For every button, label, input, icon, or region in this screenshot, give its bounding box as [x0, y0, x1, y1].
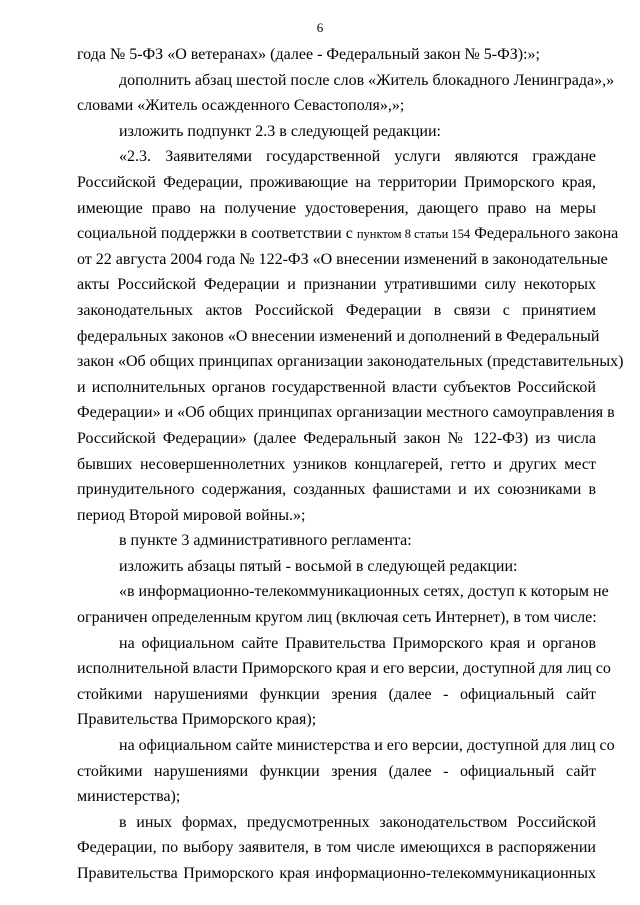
text-line: законодательных актов Российской Федерации в связи с принятием: [77, 301, 596, 319]
text-fragment: Федерального закона: [474, 225, 619, 243]
text-line: в пункте 3 административного регламента:: [119, 532, 412, 550]
text-line: федеральных законов «О внесении изменений и дополнений в Федеральный: [77, 327, 600, 345]
text-fragment: социальной поддержки в соответствии с: [77, 225, 353, 243]
text-line: Правительства Приморского края);: [77, 711, 317, 729]
text-line: года № 5-ФЗ «О ветеранах» (далее - Федеральный закон № 5-ФЗ):»;: [77, 46, 540, 63]
text-line: от 22 августа 2004 года № 122-ФЗ «О внесении изменений в законодательные: [77, 250, 608, 268]
text-line: Федерации, по выбору заявителя, в том числе имеющихся в распоряжении: [77, 839, 596, 857]
text-line: изложить подпункт 2.3 в следующей редакции:: [119, 122, 441, 140]
text-line: исполнительной власти Приморского края и его версии, доступной для лиц со: [77, 660, 611, 678]
text-line: на официальном сайте министерства и его версии, доступной для лиц со: [119, 737, 615, 755]
text-line: закон «Об общих принципах организации законодательных (представительных): [77, 353, 624, 371]
page-number: 6: [316, 20, 324, 35]
text-line: Правительства Приморского края информационно-телекоммуникационных: [77, 865, 596, 882]
text-line: «в информационно-телекоммуникационных сетях, доступ к которым не: [119, 583, 609, 601]
text-line: Федерации» и «Об общих принципах организации местного самоуправления в: [77, 404, 615, 422]
text-line: имеющие право на получение удостоверения, дающего право на меры: [77, 199, 596, 217]
text-line: стойкими нарушениями функции зрения (далее - официальный сайт: [77, 685, 596, 703]
text-line: изложить абзацы пятый - восьмой в следующей редакции:: [119, 557, 518, 575]
text-line: в иных формах, предусмотренных законодательством Российской: [119, 813, 596, 831]
text-line: словами «Житель осажденного Севастополя»,»;: [77, 97, 405, 115]
text-line: ограничен определенным кругом лиц (включая сеть Интернет), в том числе:: [77, 609, 597, 627]
law-reference: пунктом 8 статьи 154: [356, 227, 471, 242]
text-line: Российской Федерации» (далее Федеральный закон № 122-ФЗ) из числа: [77, 429, 596, 447]
text-line: Российской Федерации, проживающие на территории Приморского края,: [77, 173, 596, 191]
document-body: [77, 42, 624, 887]
text-line: «2.3. Заявителями государственной услуги являются граждане: [119, 148, 596, 166]
text-line: стойкими нарушениями функции зрения (далее - официальный сайт: [77, 762, 596, 780]
text-line: бывших несовершеннолетних узников концлагерей, гетто и других мест: [77, 455, 596, 473]
text-line: дополнить абзац шестой после слов «Житель блокадного Ленинграда»,»: [119, 71, 615, 89]
text-line: министерства);: [77, 788, 181, 806]
text-line: и исполнительных органов государственной власти субъектов Российской: [77, 378, 596, 396]
text-line: [77, 221, 619, 247]
text-line: акты Российской Федерации и признании утратившими силу некоторых: [77, 276, 596, 294]
text-line: период Второй мировой войны.»;: [77, 506, 306, 524]
text-line: принудительного содержания, созданных фашистами и их союзниками в: [77, 481, 596, 499]
text-line: на официальном сайте Правительства Приморского края и органов: [119, 634, 596, 652]
